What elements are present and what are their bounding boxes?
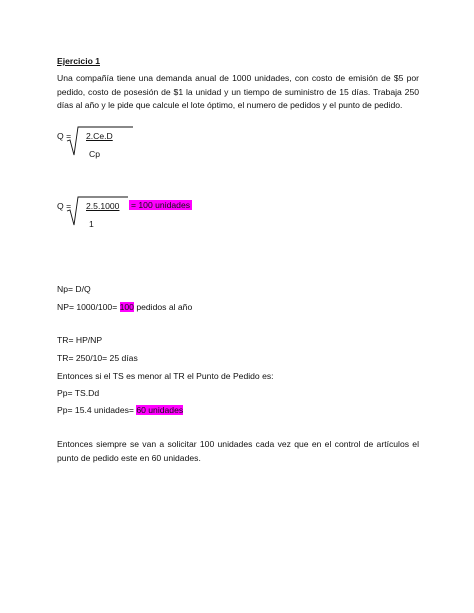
exercise-title: Ejercicio 1 bbox=[57, 56, 100, 66]
ts-condition-text: Entonces si el TS es menor al TR el Punto de Pedido es: bbox=[57, 371, 274, 381]
np-formula: Np= D/Q bbox=[57, 284, 91, 294]
pp-result-highlight: 60 unidades bbox=[136, 405, 184, 415]
pp-formula: Pp= TS.Dd bbox=[57, 388, 100, 398]
problem-statement: Una compañía tiene una demanda anual de 1000 unidades, con costo de emisión de $5 por pedido, costo de posesión de $1 la unidad y un tiempo de suministro de 15 días. Trabaja 250 días al año y le pide que calcule el lote óptimo, el numero de pedidos y el punto de pedido. bbox=[57, 73, 419, 110]
formula-numerator: 2.5.1000 bbox=[86, 201, 120, 211]
pp-calculation: Pp= 15.4 unidades= 60 unidades bbox=[57, 405, 184, 415]
np-calculation: NP= 1000/100= 100 pedidos al año bbox=[57, 302, 193, 312]
formula-result-highlight: = 100 unidades bbox=[131, 200, 191, 210]
formula-lhs: Q = bbox=[57, 201, 72, 211]
formula-numerator: 2.Ce.D bbox=[86, 131, 113, 141]
tr-formula: TR= HP/NP bbox=[57, 335, 103, 345]
formula-lhs: Q = bbox=[57, 131, 72, 141]
conclusion-text: Entonces siempre se van a solicitar 100 unidades cada vez que en el control de artículos el punto de pedido este en 60 unidades. bbox=[57, 439, 419, 463]
formula-denominator: 1 bbox=[89, 219, 94, 229]
formula-denominator: Cp bbox=[89, 149, 100, 159]
tr-calculation: TR= 250/10= 25 días bbox=[57, 353, 138, 363]
np-result-highlight: 100 bbox=[119, 302, 134, 312]
